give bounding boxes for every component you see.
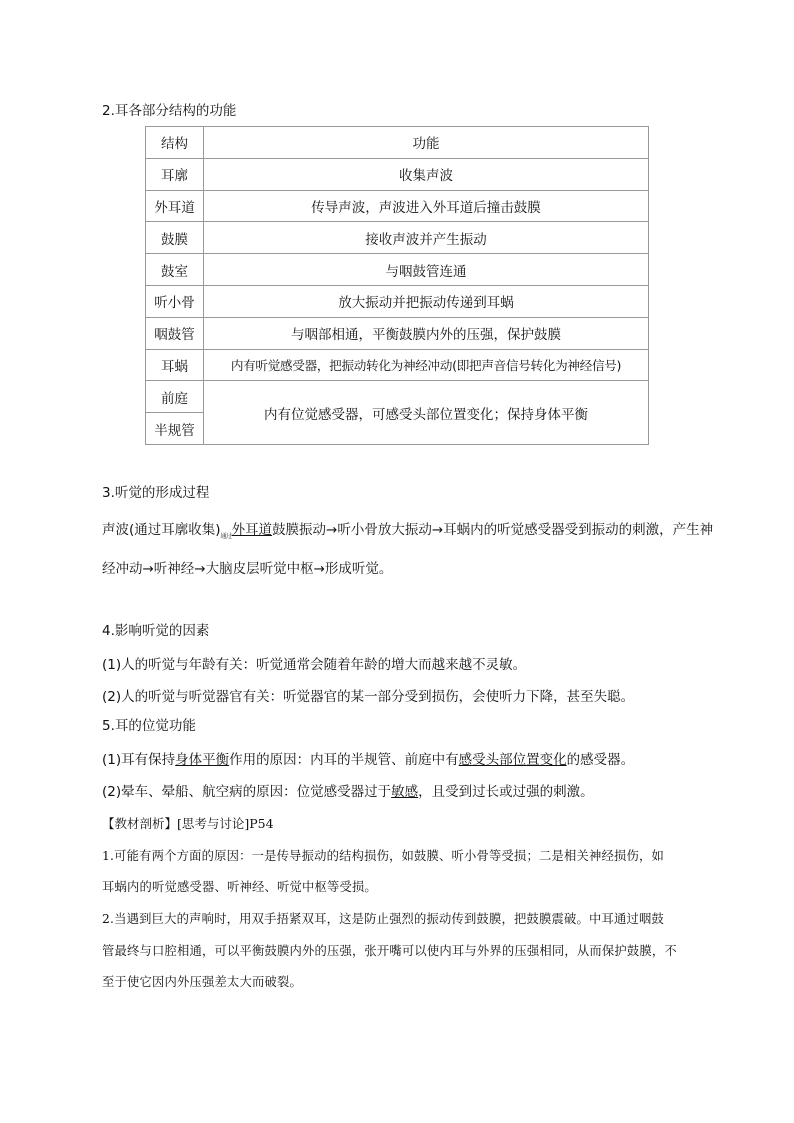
table-row bbox=[146, 317, 649, 349]
function-cell: 收集声波 bbox=[204, 158, 649, 190]
function-cell: 传导声波，声波进入外耳道后撞击鼓膜 bbox=[204, 190, 649, 222]
textbook-p2-line-3: 至于使它因内外压强差太大而破裂。 bbox=[102, 975, 302, 989]
section-4-title: 4.影响听觉的因素 bbox=[102, 623, 210, 639]
hearing-process-line-1 bbox=[102, 518, 713, 540]
table-row bbox=[146, 381, 649, 413]
textbook-heading: 【教材剖析】[思考与讨论]P54 bbox=[102, 816, 274, 831]
section-3-title: 3.听觉的形成过程 bbox=[102, 485, 210, 501]
structure-cell: 鼓室 bbox=[146, 254, 204, 286]
hearing-process-via: 通过 bbox=[220, 533, 232, 540]
factor-item-2: (2)人的听觉与听觉器官有关：听觉器官的某一部分受到损伤，会使听力下降，甚至失聪。 bbox=[102, 689, 635, 705]
table-row bbox=[146, 222, 649, 254]
hearing-process-part-a: 声波(通过耳廓收集) bbox=[102, 522, 221, 538]
function-cell: 放大振动并把振动传递到耳蜗 bbox=[204, 285, 649, 317]
balance-item-2 bbox=[102, 780, 594, 800]
hearing-process-line-2: 经冲动→听神经→大脑皮层听觉中枢→形成听觉。 bbox=[102, 561, 393, 577]
table-row bbox=[146, 190, 649, 222]
hearing-process-part-c: 鼓膜振动→听小骨放大振动→耳蜗内的听觉感受器受到振动的刺激，产生神 bbox=[272, 522, 714, 538]
balance-item-1-b: 作用的原因：内耳的半规管、前庭中有 bbox=[229, 752, 459, 768]
balance-item-2-b: ，且受到过长或过强的刺激。 bbox=[418, 784, 594, 800]
balance-item-2-a: (2)晕车、晕船、航空病的原因：位觉感受器过于 bbox=[102, 784, 392, 800]
structure-cell: 鼓膜 bbox=[146, 222, 204, 254]
function-cell-merged: 内有位觉感受器，可感受头部位置变化；保持身体平衡 bbox=[204, 381, 649, 445]
structure-cell: 耳蜗 bbox=[146, 349, 204, 381]
balance-item-1-underline-1: 身体平衡 bbox=[175, 752, 230, 768]
balance-item-1-a: (1)耳有保持 bbox=[102, 752, 176, 768]
table-header-row bbox=[146, 127, 649, 159]
function-cell: 与咽鼓管连通 bbox=[204, 254, 649, 286]
balance-item-2-underline: 敏感 bbox=[391, 784, 419, 800]
textbook-p1-line-2: 耳蜗内的听觉感受器、听神经、听觉中枢等受损。 bbox=[102, 880, 377, 894]
section-5-title: 5.耳的位觉功能 bbox=[102, 718, 196, 734]
function-cell: 与咽部相通，平衡鼓膜内外的压强，保护鼓膜 bbox=[204, 317, 649, 349]
header-function: 功能 bbox=[204, 127, 649, 159]
structure-cell: 听小骨 bbox=[146, 285, 204, 317]
ear-structure-table bbox=[145, 126, 649, 445]
textbook-p2-line-2: 管最终与口腔相通，可以平衡鼓膜内外的压强，张开嘴可以使内耳与外界的压强相同，从而保护鼓膜，不 bbox=[102, 944, 677, 958]
balance-item-1-underline-2: 感受头部位置变化 bbox=[458, 752, 567, 768]
hearing-process-ear-canal: 外耳道 bbox=[231, 522, 273, 538]
table-row bbox=[146, 158, 649, 190]
balance-item-1 bbox=[102, 748, 634, 768]
function-cell: 接收声波并产生振动 bbox=[204, 222, 649, 254]
structure-cell: 半规管 bbox=[146, 413, 204, 445]
structure-cell: 咽鼓管 bbox=[146, 317, 204, 349]
balance-item-1-c: 的感受器。 bbox=[566, 752, 635, 768]
table-row bbox=[146, 254, 649, 286]
structure-cell: 前庭 bbox=[146, 381, 204, 413]
function-cell: 内有听觉感受器，把振动转化为神经冲动(即把声音信号转化为神经信号) bbox=[204, 349, 649, 381]
structure-cell: 耳廓 bbox=[146, 158, 204, 190]
factor-item-1: (1)人的听觉与年龄有关：听觉通常会随着年龄的增大而越来越不灵敏。 bbox=[102, 657, 527, 673]
table-row bbox=[146, 285, 649, 317]
header-structure: 结构 bbox=[146, 127, 204, 159]
structure-cell: 外耳道 bbox=[146, 190, 204, 222]
section-2-title: 2.耳各部分结构的功能 bbox=[102, 103, 237, 119]
table-row bbox=[146, 349, 649, 381]
textbook-p2-line-1: 2.当遇到巨大的声响时，用双手捂紧双耳，这是防止强烈的振动传到鼓膜，把鼓膜震破。中耳通过咽鼓 bbox=[102, 912, 664, 926]
textbook-p1-line-1: 1.可能有两个方面的原因：一是传导振动的结构损伤，如鼓膜、听小骨等受损；二是相关神经损伤，如 bbox=[102, 849, 664, 863]
